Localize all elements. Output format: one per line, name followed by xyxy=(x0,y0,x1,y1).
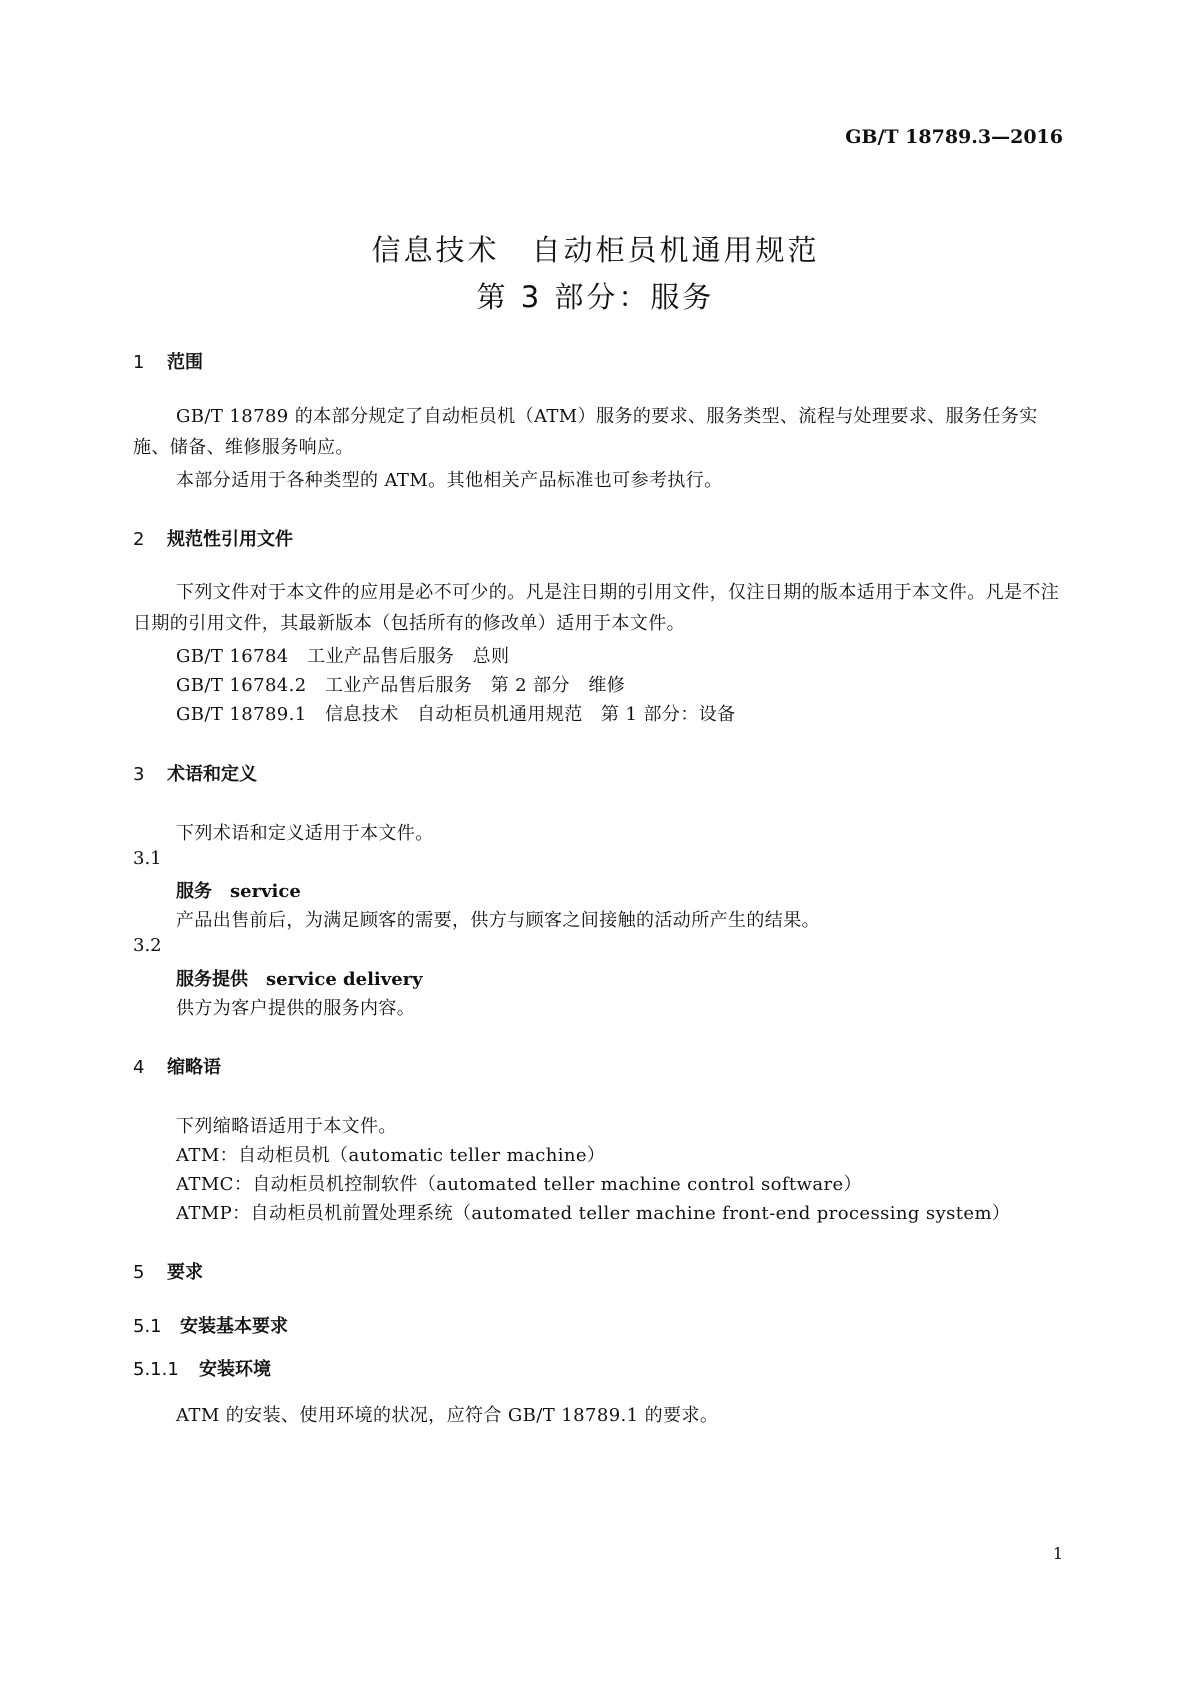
term-definition: 产品出售前后，为满足顾客的需要，供方与顾客之间接触的活动所产生的结果。 xyxy=(176,910,820,931)
term-name-zh: 服务提供 xyxy=(176,969,248,990)
section-number: 5.1 xyxy=(133,1316,162,1337)
section-5-1-1-paragraph: ATM 的安装、使用环境的状况，应符合 GB/T 18789.1 的要求。 xyxy=(176,1405,719,1426)
abbreviation-item: ATMC：自动柜员机控制软件（automated teller machine control software） xyxy=(176,1174,862,1195)
section-4-heading xyxy=(133,1053,221,1079)
page-number: 1 xyxy=(1052,1544,1063,1563)
section-title: 术语和定义 xyxy=(167,764,257,785)
term-number: 3.1 xyxy=(133,848,162,869)
section-1-paragraph-2: 本部分适用于各种类型的 ATM。其他相关产品标准也可参考执行。 xyxy=(176,470,723,491)
section-number: 3 xyxy=(133,764,145,785)
section-3-heading xyxy=(133,760,257,786)
term-number: 3.2 xyxy=(133,935,162,956)
section-number: 5.1.1 xyxy=(133,1359,179,1380)
term-name-en: service delivery xyxy=(266,969,423,990)
section-1-heading xyxy=(133,348,203,374)
abbreviation-item: ATMP：自动柜员机前置处理系统（automated teller machine front-end processing system） xyxy=(176,1203,1011,1224)
reference-item: GB/T 18789.1 信息技术 自动柜员机通用规范 第 1 部分：设备 xyxy=(176,704,736,725)
term-name-en: service xyxy=(230,881,301,902)
section-5-1-heading xyxy=(133,1312,288,1338)
section-title: 规范性引用文件 xyxy=(167,529,293,550)
reference-item: GB/T 16784.2 工业产品售后服务 第 2 部分 维修 xyxy=(176,675,626,696)
document-subtitle: 第 3 部分：服务 xyxy=(476,280,715,314)
abbreviation-item: ATM：自动柜员机（automatic teller machine） xyxy=(176,1145,606,1166)
section-5-heading xyxy=(133,1258,203,1284)
section-title: 范围 xyxy=(167,352,203,373)
section-number: 4 xyxy=(133,1057,145,1078)
section-5-1-1-heading xyxy=(133,1355,271,1381)
section-number: 5 xyxy=(133,1262,145,1283)
section-number: 1 xyxy=(133,352,145,373)
section-2-heading xyxy=(133,525,293,551)
section-1-paragraph-1: GB/T 18789 的本部分规定了自动柜员机（ATM）服务的要求、服务类型、流程与处理要求、服务任务实施、储备、维修服务响应。 xyxy=(133,406,1038,458)
term-definition: 供方为客户提供的服务内容。 xyxy=(176,998,416,1019)
document-title: 信息技术 自动柜员机通用规范 xyxy=(371,233,820,267)
section-title: 缩略语 xyxy=(167,1057,221,1078)
section-number: 2 xyxy=(133,529,145,550)
term-name xyxy=(176,877,301,903)
section-4-intro: 下列缩略语适用于本文件。 xyxy=(176,1116,397,1137)
section-title: 安装基本要求 xyxy=(180,1316,288,1337)
term-name-zh: 服务 xyxy=(176,881,212,902)
section-title: 安装环境 xyxy=(199,1359,271,1380)
standard-number: GB/T 18789.3—2016 xyxy=(845,126,1063,148)
reference-item: GB/T 16784 工业产品售后服务 总则 xyxy=(176,646,510,667)
term-name xyxy=(176,965,423,991)
section-title: 要求 xyxy=(167,1262,203,1283)
section-3-intro: 下列术语和定义适用于本文件。 xyxy=(176,823,434,844)
section-2-paragraph-1: 下列文件对于本文件的应用是必不可少的。凡是注日期的引用文件，仅注日期的版本适用于本文件。凡是不注日期的引用文件，其最新版本（包括所有的修改单）适用于本文件。 xyxy=(133,582,1060,634)
